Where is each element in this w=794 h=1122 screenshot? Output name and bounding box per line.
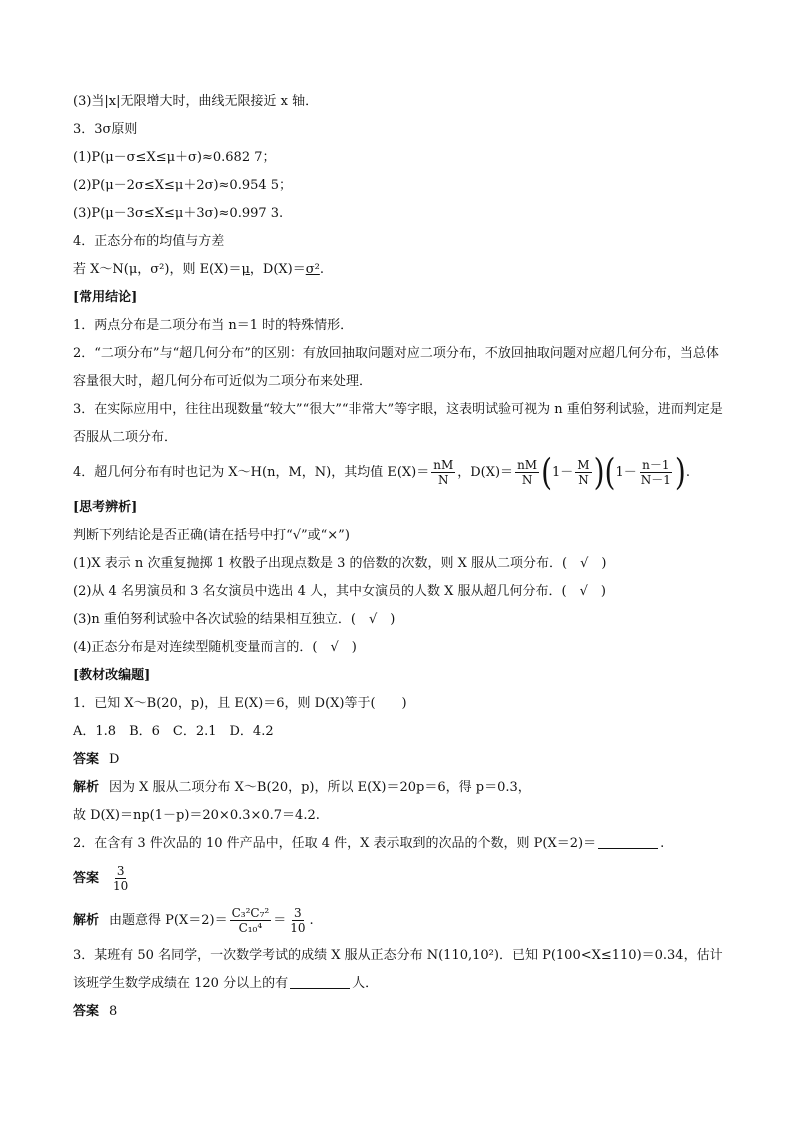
think-item-2: (2)从 4 名男演员和 3 名女演员中选出 4 人，其中女演员的人数 X 服从超几何分布．( √ ) [73,584,606,599]
sigma-rule-3: (3)P(μ－3σ≤X≤μ＋3σ)≈0.997 3. [73,206,284,221]
c4-rparen1: ) [593,450,605,494]
section-textbook: [教材改编题] [73,668,151,683]
section-common-conclusions: [常用结论] [73,290,138,305]
c4-mid: ，D(X)＝ [457,465,514,480]
q1-stem: 1．已知 X～B(20，p)，且 E(X)＝6，则 D(X)等于( ) [73,696,407,711]
c4-den1: N [437,473,449,487]
c4-rparen2: ) [674,450,686,494]
q3-answer-label: 答案 [73,1004,100,1019]
q2-stem-pre: 2．在含有 3 件次品的 10 件产品中，任取 4 件，X 表示取到的次品的个数，则 P(X＝2)＝ [73,836,597,851]
q2-analysis-end: . [309,913,314,928]
mv-sigma: σ² [305,262,320,277]
normal-mean-variance-heading: 4．正态分布的均值与方差 [73,234,225,249]
c4-num4: n－1 [642,458,670,472]
q2-analysis-label: 解析 [73,913,100,928]
curve-property-3: (3)当|x|无限增大时，曲线无限接近 x 轴． [73,94,319,109]
q2-res-frac [288,906,307,935]
sigma-rule-1: (1)P(μ－σ≤X≤μ＋σ)≈0.682 7； [73,150,276,165]
conclusion-2: 2．“二项分布”与“超几何分布”的区别：有放回抽取问题对应二项分布，不放回抽取问题对应超几何分布，当总体容量很大时，超几何分布可近似为二项分布来处理． [73,346,719,389]
q2-stem [73,830,723,858]
conclusion-3: 3．在实际应用中，往往出现数量“较大”“很大”“非常大”等字眼，这表明试验可视为 n 重伯努利试验，进而判定是否服从二项分布． [73,402,723,445]
q3-stem-pre: 3．某班有 50 名同学，一次数学考试的成绩 X 服从正态分布 N(110,10²)．已知 P(100<X≤110)＝0.34，估计该班学生数学成绩在 120 分以上的有 [73,948,723,991]
mv-mid: ，D(X)＝ [249,262,306,277]
q1-options: A．1.8 B．6 C．2.1 D．4.2 [73,724,274,739]
q3-answer-value: 8 [109,1004,118,1019]
conclusion-1: 1．两点分布是二项分布当 n＝1 时的特殊情形． [73,318,354,333]
mv-mu: μ [241,262,250,277]
q2-comb-num: C₃²C₇² [231,906,270,920]
three-sigma-heading: 3．3σ原则 [73,122,138,137]
sigma-rule-2: (2)P(μ－2σ≤X≤μ＋2σ)≈0.954 5； [73,178,293,193]
c4-frac-mean [431,458,455,487]
q1-analysis-2: 故 D(X)＝np(1－p)＝20×0.3×0.7＝4.2. [73,808,320,823]
c4-frac-mn [575,458,591,487]
q2-answer [73,858,723,900]
conclusion-4 [73,452,723,494]
q3-answer [73,998,723,1026]
q2-blank [598,834,658,849]
q2-answer-den: 10 [113,879,129,893]
q2-answer-label: 答案 [73,871,100,886]
q2-stem-end: . [660,836,665,851]
q1-analysis [73,774,723,802]
c4-den3: N [578,473,589,487]
q1-answer-label: 答案 [73,752,100,767]
c4-end: . [685,465,690,480]
c4-frac-n1 [639,458,673,487]
q2-res-den: 10 [290,921,306,935]
c4-one2: 1－ [615,465,637,480]
q2-comb-frac [230,906,272,935]
normal-mean-variance [73,256,723,284]
c4-den4: N－1 [640,473,671,487]
q2-analysis-mid: ＝ [273,913,287,928]
think-item-3: (3)n 重伯努利试验中各次试验的结果相互独立．( √ ) [73,612,396,627]
c4-frac-var [515,458,539,487]
q1-analysis-label: 解析 [73,780,100,795]
think-intro: 判断下列结论是否正确(请在括号中打“√”或“×”) [73,528,350,543]
mv-end: . [319,262,324,277]
q1-answer [73,746,723,774]
think-item-4: (4)正态分布是对连续型随机变量而言的．( √ ) [73,640,357,655]
q1-answer-value: D [109,752,120,767]
section-thinking: [思考辨析] [73,500,138,515]
c4-num1: nM [433,458,454,472]
c4-lparen2: ( [604,450,616,494]
c4-num2: nM [517,458,538,472]
document-page [73,88,723,1026]
q3-blank [290,974,350,989]
q3-stem [73,942,723,998]
q1-analysis-1: 因为 X 服从二项分布 X～B(20，p)，所以 E(X)＝20p＝6，得 p＝0.3， [109,780,531,795]
q2-comb-den: C₁₀⁴ [238,921,263,935]
c4-pre: 4．超几何分布有时也记为 X～H(n，M，N)，其均值 E(X)＝ [73,465,430,480]
c4-num3: M [577,458,590,472]
q3-stem-end: 人． [352,976,379,991]
q2-analysis [73,900,723,942]
think-item-1: (1)X 表示 n 次重复抛掷 1 枚骰子出现点数是 3 的倍数的次数，则 X 服从二项分布．( √ ) [73,556,607,571]
c4-one1: 1－ [552,465,574,480]
mv-pre: 若 X～N(μ，σ²)，则 E(X)＝ [73,262,242,277]
c4-lparen1: ( [541,450,553,494]
c4-den2: N [521,473,533,487]
q2-analysis-pre: 由题意得 P(X＝2)＝ [109,913,228,928]
q2-answer-num: 3 [116,864,125,878]
q2-res-num: 3 [294,906,302,920]
q2-answer-frac [111,864,130,893]
